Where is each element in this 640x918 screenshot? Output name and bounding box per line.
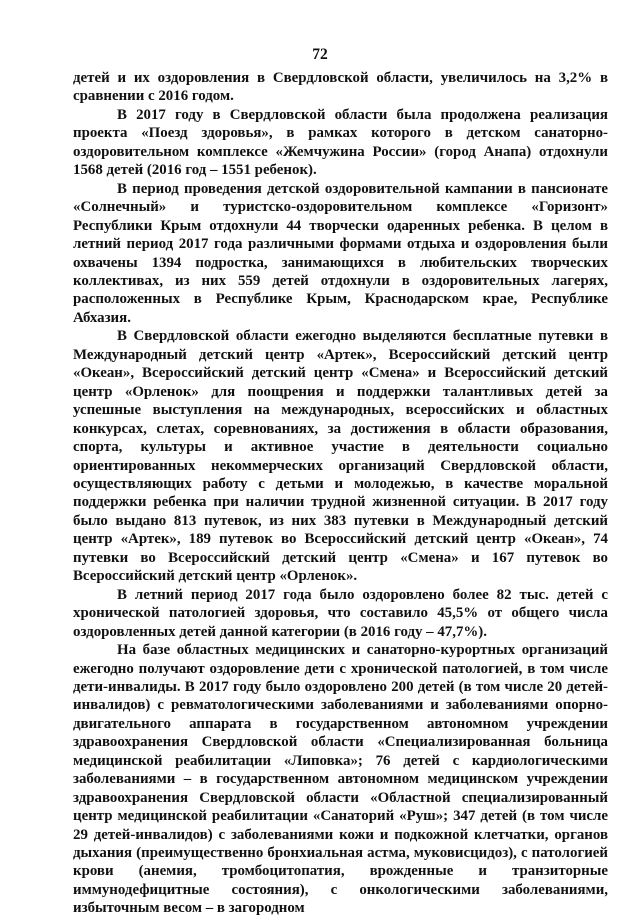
paragraph-free-vouchers: В Свердловской области ежегодно выделяются бесплатные путевки в Международный детский центр «Артек», Всероссийский детский центр «Океан», Всероссийский детский центр «Смена» и Всероссийский детский центр «Орленок» для поощрения и поддержки талантливых детей за успешные выступления на международных, всероссийских и областных конкурсах, слетах, соревнованиях, за достижения в области образования, спорта, культуры и активное участие в деятельности социально ориентированных некоммерческих организаций Свердловской области, осуществляющих работу с детьми и молодежью, в качестве моральной поддержки ребенка при наличии трудной жизненной ситуации. В 2017 году было выдано 813 путевок, из них 383 путевки в Международный детский центр «Артек», 189 путевок во Всероссийский детский центр «Океан», 74 путевки во Всероссийский детский центр «Смена» и 167 путевок во Всероссийский детский центр «Орленок». [73, 328, 608, 585]
paragraph-medical-organizations: На базе областных медицинских и санаторно-курортных организаций ежегодно получают оздоровление дети с хронической патологией, в том числе дети-инвалиды. В 2017 году было оздоровлено 200 детей (в том числе 20 детей-инвалидов) с ревматологическими заболеваниями и заболеваниями опорно-двигательного аппарата в государственном автономном учреждении здравоохранения Свердловской области «Специализированная больница медицинской реабилитации «Липовка»; 76 детей с кардиологическими заболеваниями – в государственном автономном медицинском учреждении здравоохранения Свердловской области «Областной специализированный центр медицинской реабилитации «Санаторий «Руш»; 347 детей (в том числе 29 детей-инвалидов) с заболеваниями кожи и подкожной клетчатки, органов дыхания (преимущественно бронхиальная астма, муковисцидоз), с патологией крови (анемия, тромбоцитопатия, врожденные и транзиторные иммунодефицитные состояния), с онкологическими заболеваниями, избыточным весом – в загородном [73, 642, 608, 917]
paragraph-crimea-rest: В период проведения детской оздоровительной кампании в пансионате «Солнечный» и туристско-оздоровительном комплексе «Горизонт» Республики Крым отдохнули 44 творчески одаренных ребенка. В целом в летний период 2017 года различными формами отдыха и оздоровления были охвачены 1394 подростка, занимающихся в любительских творческих коллективах, из них 559 детей отдохнули в оздоровительных лагерях, расположенных в Республике Крым, Краснодарском крае, Республике Абхазия. [73, 180, 608, 326]
body-text [73, 69, 608, 918]
paragraph-continuation: детей и их оздоровления в Свердловской области, увеличилось на 3,2% в сравнении с 2016 годом. [73, 70, 608, 105]
page-number: 72 [312, 46, 328, 63]
paragraph-chronic-pathology: В летний период 2017 года было оздоровлено более 82 тыс. детей с хронической патологией здоровья, что составило 45,5% от общего числа оздоровленных детей данной категории (в 2016 году – 47,7%). [73, 586, 608, 640]
paragraph-health-train: В 2017 году в Свердловской области была продолжена реализация проекта «Поезд здоровья», в рамках которого в детском санаторно-оздоровительном комплексе «Жемчужина России» (город Анапа) отдохнули 1568 детей (2016 год – 1551 ребенок). [73, 106, 608, 179]
